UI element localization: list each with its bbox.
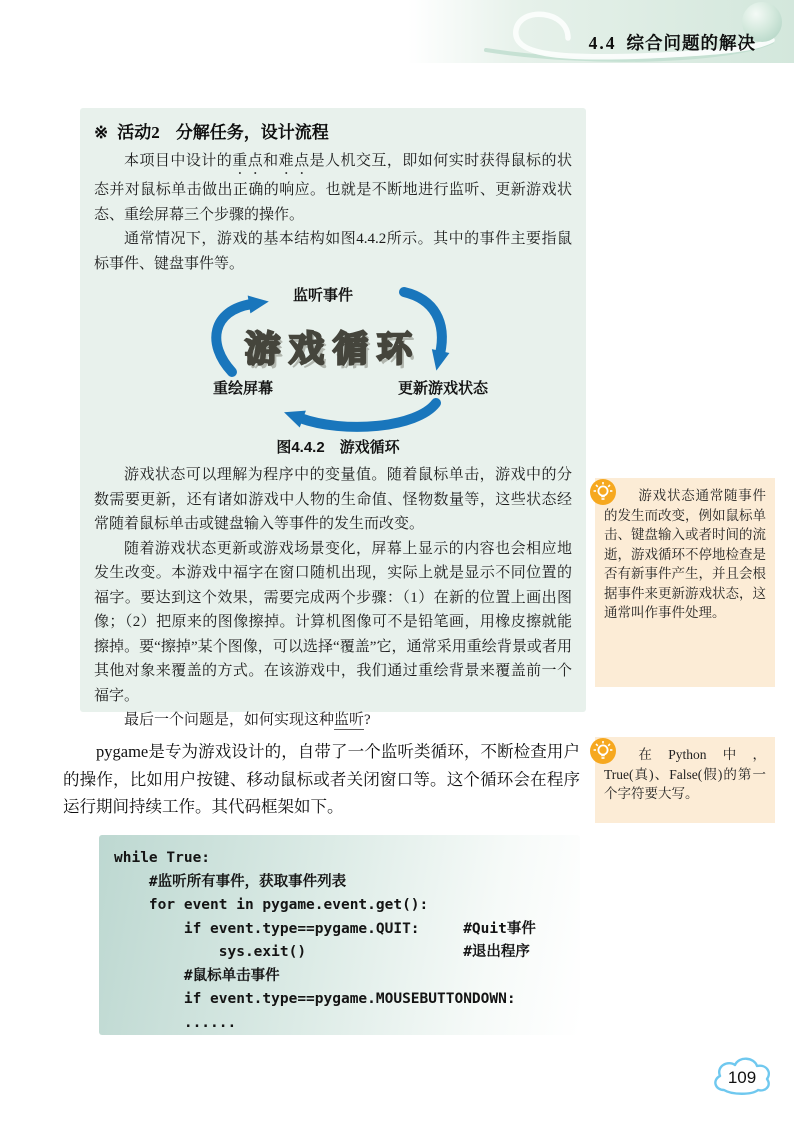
figure-caption: 图4.4.2 游戏循环 xyxy=(276,439,400,456)
underlined-term: 监听 xyxy=(334,712,365,728)
code-line: for event in pygame.event.get(): xyxy=(114,897,429,913)
figure-title-game-loop: 游戏循环 xyxy=(244,330,422,370)
code-line: #鼠标单击事件 xyxy=(114,967,280,984)
code-line: if event.type==pygame.MOUSEBUTTONDOWN: xyxy=(114,991,516,1007)
body-paragraph: pygame是专为游戏设计的，自带了一个监听类循环，不断检查用户的操作，比如用户按键、移动鼠标或者关闭窗口等。这个循环会在程序运行期间持续工作。其代码框架如下。 xyxy=(63,742,580,816)
paragraph-1-text: 本项目中设计的 xyxy=(124,153,233,169)
figure-node-update-state: 更新游戏状态 xyxy=(397,380,489,397)
paragraph-3: 游戏状态可以理解为程序中的变量值。随着鼠标单击，游戏中的分数需要更新，还有诸如游戏中人物的生命值、怪物数量等，这些状态经常随着鼠标单击或键盘输入等事件的发生而改变。 xyxy=(94,467,572,532)
section-title: 综合问题的解决 xyxy=(626,33,756,53)
page-number-cloud xyxy=(708,1050,776,1100)
paragraph-4: 随着游戏状态更新或游戏场景变化，屏幕上显示的内容也会相应地发生改变。本游戏中福字在窗口随机出现，实际上就是显示不同位置的福字。要达到这个效果，需要完成两个步骤：（1）在新的位置上画出图像；（2）把原来的图像擦掉。计算机图像可不是铅笔画，用橡皮擦就能擦掉。要“擦掉”某个图像，可以选择“覆盖”它，通常采用重绘背景或者用其他对象来覆盖的方式。在该游戏中，我们通过重绘背景来覆盖前一个福字。 xyxy=(94,540,572,704)
activity-title: 分解任务，设计流程 xyxy=(175,123,329,142)
activity-label: 活动2 xyxy=(117,123,160,142)
game-loop-figure xyxy=(80,278,586,461)
code-block xyxy=(99,835,580,1035)
tip-text: 在Python中，True(真)、False(假)的第一个字符要大写。 xyxy=(604,747,766,801)
paragraph-1 xyxy=(94,149,572,227)
section-heading xyxy=(589,30,756,55)
paragraph-5 xyxy=(94,708,572,733)
activity-heading xyxy=(94,118,572,143)
tip-note-python-case xyxy=(595,737,775,823)
paragraph-1-text: 是人机交互，即如何实时获得鼠标的状态并对鼠标单击做出正确的响应。也就是不断地进行监听、更新游戏状态、重绘屏幕三个步骤的操作。 xyxy=(94,153,572,223)
paragraph-5-text: ? xyxy=(364,712,371,728)
code-line: ...... xyxy=(114,1014,237,1031)
paragraph-1-text: 和 xyxy=(263,153,279,169)
arrow-update-to-redraw xyxy=(300,403,436,427)
lightbulb-icon xyxy=(590,738,616,764)
code-line: if event.type==pygame.QUIT: #Quit事件 xyxy=(114,920,536,937)
tip-note-game-state xyxy=(595,478,775,687)
code-line: sys.exit() #退出程序 xyxy=(114,944,530,960)
emphasized-term: 重点 xyxy=(232,153,264,169)
code-line: #监听所有事件，获取事件列表 xyxy=(114,873,347,890)
section-number: 4.4 xyxy=(588,33,617,53)
emphasized-term: 难点 xyxy=(278,153,310,169)
code-line: while True: xyxy=(114,850,211,866)
activity-marker: ※ xyxy=(94,123,109,142)
activity-box xyxy=(80,108,586,728)
page-number: 109 xyxy=(727,1068,757,1087)
header-banner xyxy=(408,0,794,63)
paragraph-2: 通常情况下，游戏的基本结构如图4.4.2所示。其中的事件主要指鼠标事件、键盘事件等。 xyxy=(94,231,572,272)
tip-text: 游戏状态通常随事件的发生而改变，例如鼠标单击、键盘输入或者时间的流逝，游戏循环不停地检查是否有新事件产生，并且会根据事件来更新游戏状态，这通常叫作事件处理。 xyxy=(604,488,766,620)
paragraph-5-text: 最后一个问题是，如何实现这种 xyxy=(124,712,335,728)
figure-node-listen-events: 监听事件 xyxy=(292,287,354,304)
lightbulb-icon xyxy=(590,479,616,505)
figure-node-redraw-screen: 重绘屏幕 xyxy=(212,380,274,397)
